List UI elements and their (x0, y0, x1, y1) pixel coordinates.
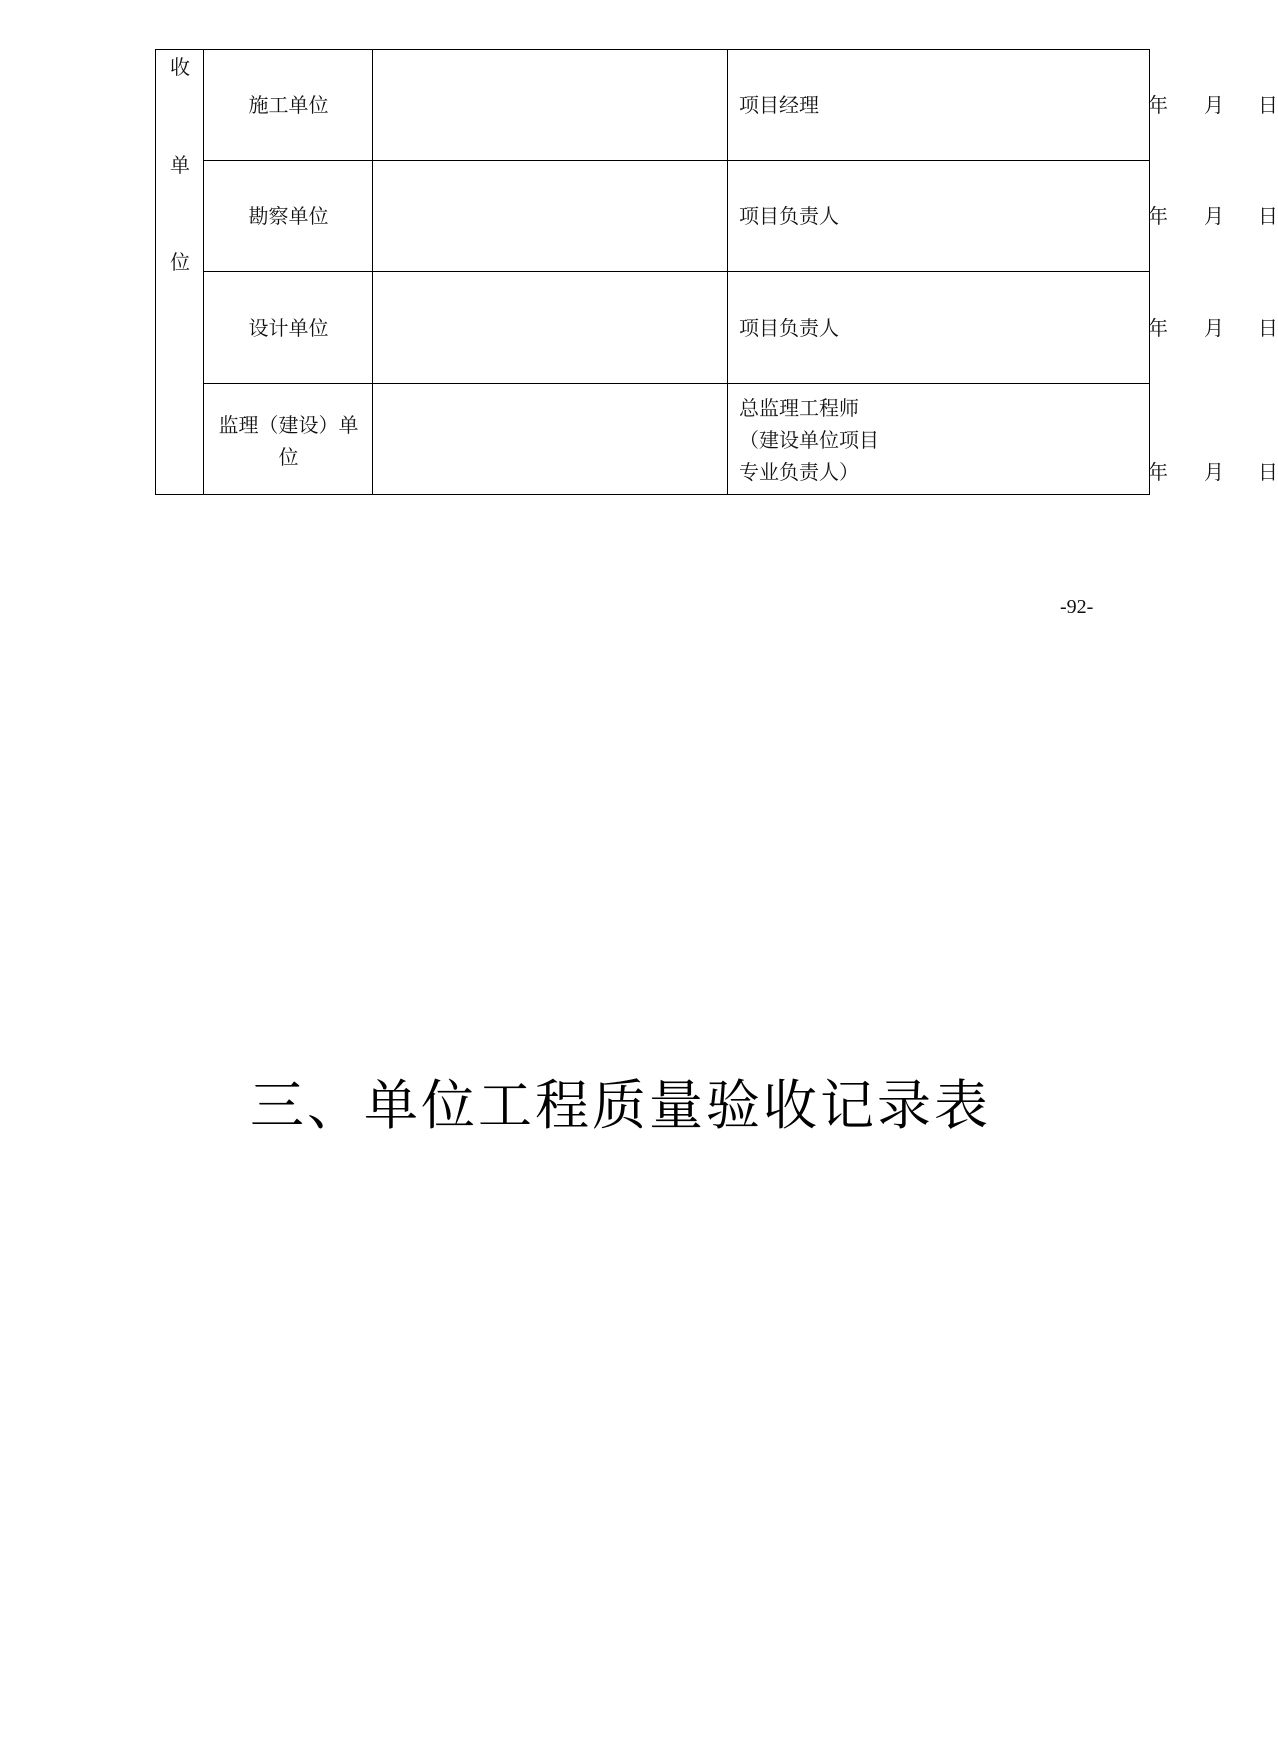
table-divider-horizontal (203, 160, 1149, 161)
group-label-char: 位 (170, 250, 190, 274)
unit-name-line: 位 (278, 445, 299, 469)
signer-role: 项目经理 (739, 93, 819, 117)
date-year: 年 (1148, 93, 1168, 117)
date-day: 日 (1258, 93, 1278, 117)
unit-name-line: 监理（建设）单 (218, 413, 359, 437)
unit-name: 勘察单位 (248, 204, 329, 228)
date-day: 日 (1258, 204, 1278, 228)
signer-role: 项目负责人 (739, 316, 839, 340)
signer-role-line: 专业负责人） (739, 460, 859, 484)
table-divider-horizontal (203, 271, 1149, 272)
unit-name: 施工单位 (248, 93, 329, 117)
date-day: 日 (1258, 316, 1278, 340)
date-year: 年 (1148, 316, 1168, 340)
unit-name (204, 409, 373, 473)
signer-role (727, 392, 987, 488)
date-month: 月 (1204, 460, 1224, 484)
signer-role: 项目负责人 (739, 204, 839, 228)
group-label-char: 单 (170, 153, 190, 177)
group-label (156, 50, 204, 494)
date-month: 月 (1204, 316, 1224, 340)
signer-role-line: （建设单位项目 (739, 428, 879, 452)
section-title: 三、单位工程质量验收记录表 (250, 1074, 991, 1137)
page-number: -92- (1060, 596, 1094, 618)
acceptance-signature-table (155, 49, 1278, 495)
date-month: 月 (1204, 204, 1224, 228)
date-day: 日 (1258, 460, 1278, 484)
date-year: 年 (1148, 460, 1168, 484)
unit-name: 设计单位 (248, 316, 329, 340)
date-month: 月 (1204, 93, 1224, 117)
signer-role-line: 总监理工程师 (739, 396, 859, 420)
date-year: 年 (1148, 204, 1168, 228)
group-label-char: 收 (170, 55, 190, 79)
table-divider-horizontal (203, 383, 1149, 384)
